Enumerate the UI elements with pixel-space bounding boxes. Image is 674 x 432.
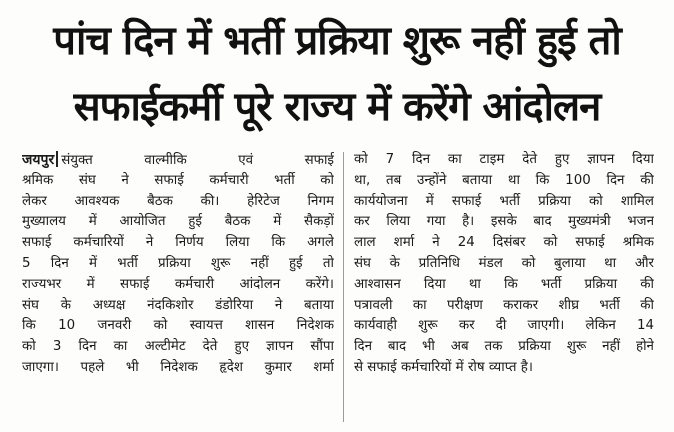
article-line: संघ के प्रतिनिधि मंडल को बुलाया था और	[354, 255, 654, 271]
article-line: कार्ययोजना में सफाई भर्ती प्रक्रिया को शामिल	[354, 193, 654, 209]
article-line: श्रमिक संघ ने सफाई कर्मचारी भर्ती को	[22, 172, 334, 188]
article-column-left	[22, 150, 334, 379]
article-line: कि 10 जनवरी को स्वायत्त शासन निदेशक	[22, 318, 334, 334]
article-line: को 3 दिन का अल्टीमेट देते हुए ज्ञापन सौंपा	[22, 339, 334, 355]
article-line: से सफाई कर्मचारियों में रोष व्याप्त है।	[354, 359, 533, 375]
dateline-separator	[56, 151, 58, 167]
headline-line-1: पांच दिन में भर्ती प्रक्रिया शुरू नहीं हुई तो	[53, 18, 621, 64]
article-line: लेकर आवश्यक बैठक की। हेरिटेज निगम	[22, 193, 334, 209]
column-divider	[343, 152, 344, 422]
article-column-right	[354, 150, 654, 379]
article-line: को 7 दिन का टाइम देते हुए ज्ञापन दिया	[354, 152, 654, 167]
headline-line-2: सफाईकर्मी पूरे राज्य में करेंगे आंदोलन	[73, 84, 601, 130]
article-line: जाएगा। पहले भी निदेशक हृदेश कुमार शर्मा	[22, 359, 334, 375]
article-line: 5 दिन में भर्ती प्रक्रिया शुरू नहीं हुई तो	[22, 255, 334, 271]
article-line: कार्यवाही शुरू कर दी जाएगी। लेकिन 14	[354, 318, 654, 334]
article-line: पत्रावली का परीक्षण कराकर शीघ्र भर्ती की	[354, 297, 654, 313]
article-line: दिन बाद भी अब तक प्रक्रिया शुरू नहीं होने	[354, 339, 654, 355]
dateline: जयपुर	[22, 152, 55, 168]
article-line: जयपुर संयुक्त वाल्मीकि एवं सफाई	[22, 152, 334, 168]
article-line: आश्वासन दिया था कि भर्ती प्रक्रिया की	[354, 276, 654, 292]
article-line: था, तब उन्होंने बताया था कि 100 दिन की	[354, 172, 654, 188]
article-line: संघ के अध्यक्ष नंदकिशोर डंडोरिया ने बताया	[22, 297, 334, 313]
article-line: राज्यभर में सफाई कर्मचारी आंदोलन करेंगे।	[22, 276, 334, 292]
article-line: मुख्यालय में आयोजित हुई बैठक में सैकड़ों	[22, 214, 334, 230]
article-line: कर लिया गया है। इसके बाद मुख्यमंत्री भजन	[354, 214, 654, 230]
article-line: सफाई कर्मचारियों ने निर्णय लिया कि अगले	[22, 235, 334, 251]
article-line: लाल शर्मा ने 24 दिसंबर को सफाई श्रमिक	[354, 235, 654, 251]
